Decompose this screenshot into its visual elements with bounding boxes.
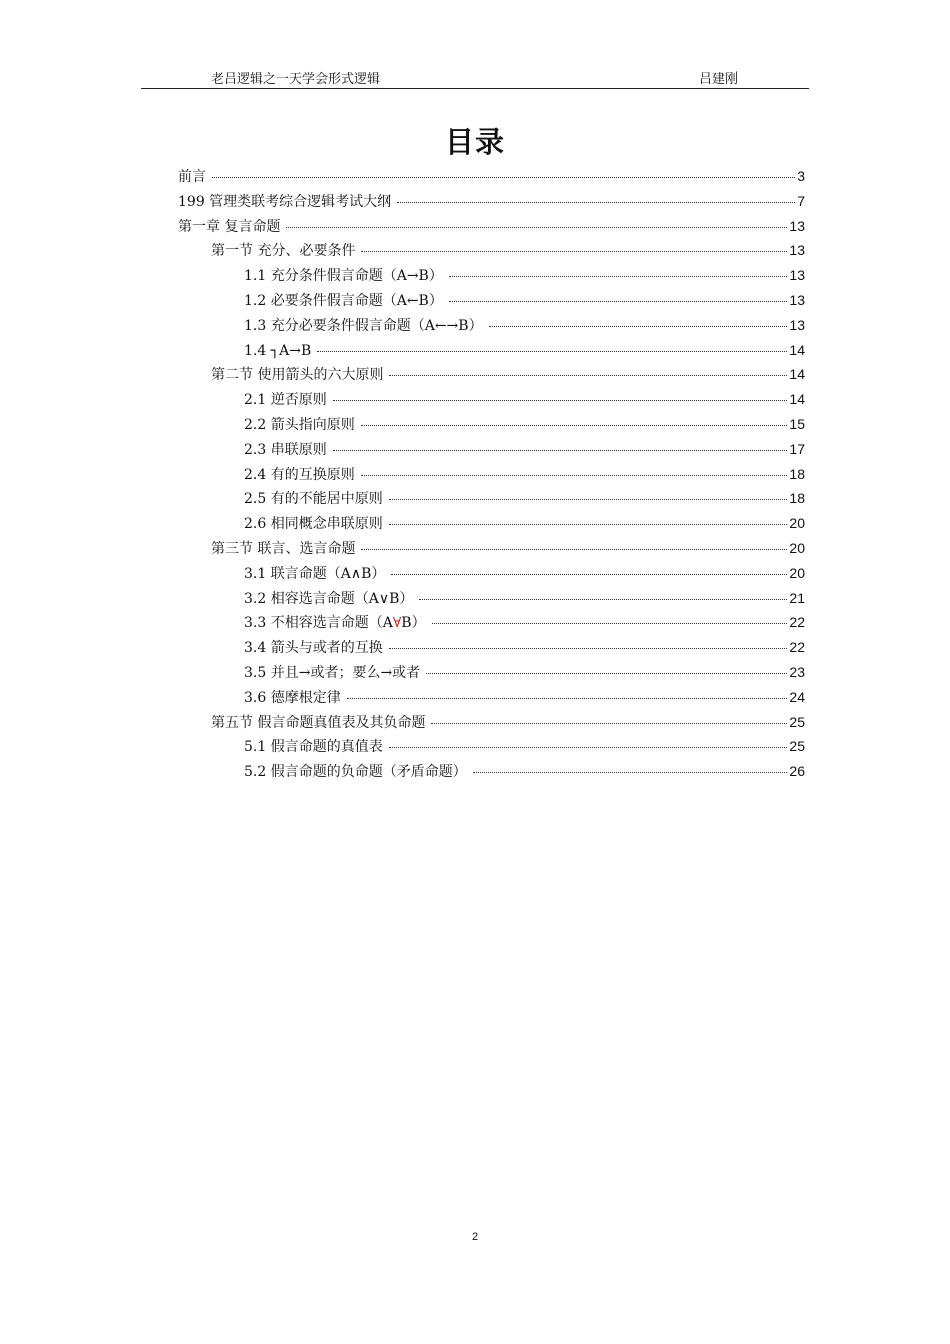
toc-title: 目录: [444, 125, 505, 159]
toc-dot-leader: [361, 251, 787, 252]
toc-entry-page: 26: [789, 763, 805, 780]
toc-entry[interactable]: [178, 313, 805, 338]
toc-dot-leader: [449, 276, 788, 277]
toc-entry[interactable]: [178, 164, 805, 189]
toc-dot-leader: [286, 227, 787, 228]
toc-entry[interactable]: [178, 189, 805, 214]
toc-entry[interactable]: [178, 412, 805, 437]
toc-entry-page: 25: [789, 738, 805, 755]
toc-entry-label: 前言: [178, 169, 206, 185]
header-book-title: 老吕逻辑之一天学会形式逻辑: [211, 72, 381, 87]
page-header: [141, 67, 809, 89]
toc-dot-leader: [449, 301, 788, 302]
toc-entry[interactable]: [178, 734, 805, 759]
toc-dot-leader: [361, 475, 788, 476]
toc-entry-label: 5.2 假言命题的负命题（矛盾命题）: [244, 764, 467, 781]
toc-entry-page: 21: [789, 589, 805, 606]
toc-dot-leader: [391, 574, 787, 575]
toc-entry-page: 20: [789, 564, 805, 581]
toc-entry[interactable]: [178, 362, 805, 387]
toc-entry[interactable]: [178, 486, 805, 511]
toc-entry[interactable]: [178, 462, 805, 487]
toc-entry-page: 13: [789, 217, 805, 234]
toc-entry-label: 3.4 箭头与或者的互换: [244, 640, 383, 657]
page-number: 2: [471, 1231, 479, 1243]
toc-entry-label: 199 管理类联考综合逻辑考试大纲: [178, 193, 392, 210]
toc-entry[interactable]: [178, 710, 805, 735]
toc-entry[interactable]: [178, 610, 805, 635]
toc-entry-page: 25: [789, 713, 805, 730]
toc-entry-label: 1.3 充分必要条件假言命题（A←→B）: [244, 317, 483, 334]
toc-entry[interactable]: [178, 288, 805, 313]
toc-entry-label: 第二节 使用箭头的六大原则: [211, 367, 384, 384]
table-of-contents: [178, 164, 805, 784]
toc-entry[interactable]: [178, 263, 805, 288]
toc-dot-leader: [389, 747, 788, 748]
toc-entry-label: 第三节 联言、选言命题: [211, 540, 356, 557]
toc-entry-label: 2.1 逆否原则: [244, 392, 327, 409]
toc-entry[interactable]: [178, 437, 805, 462]
toc-entry[interactable]: [178, 759, 805, 784]
toc-entry-page: 13: [789, 291, 805, 308]
toc-dot-leader: [333, 450, 788, 451]
toc-dot-leader: [431, 723, 787, 724]
toc-entry[interactable]: [178, 586, 805, 611]
toc-entry-page: 14: [789, 391, 805, 408]
header-author: 吕建刚: [699, 72, 739, 87]
toc-entry-page: 13: [789, 242, 805, 259]
toc-dot-leader: [426, 673, 787, 674]
toc-entry-label: 2.6 相同概念串联原则: [244, 516, 383, 533]
toc-entry-page: 23: [789, 663, 805, 680]
toc-dot-leader: [397, 202, 795, 203]
toc-entry-label: 1.1 充分条件假言命题（A→B）: [244, 268, 443, 285]
toc-entry-label: 2.4 有的互换原则: [244, 466, 355, 483]
toc-entry-page: 18: [789, 490, 805, 507]
xor-symbol: ∀: [392, 615, 402, 632]
toc-dot-leader: [361, 549, 787, 550]
toc-entry-label: 3.2 相容选言命题（A∨B）: [244, 590, 414, 607]
toc-entry[interactable]: [178, 660, 805, 685]
toc-dot-leader: [419, 599, 787, 600]
toc-entry-label: 3.5 并且→或者；要么→或者: [244, 664, 421, 681]
toc-entry-page: 22: [789, 639, 805, 656]
toc-entry-label: 2.2 箭头指向原则: [244, 416, 355, 433]
toc-entry-label: 3.1 联言命题（A∧B）: [244, 565, 386, 582]
toc-entry-page: 15: [789, 415, 805, 432]
toc-dot-leader: [212, 177, 795, 178]
toc-dot-leader: [333, 400, 788, 401]
toc-entry-label: 第一章 复言命题: [178, 218, 281, 235]
toc-entry[interactable]: [178, 536, 805, 561]
toc-dot-leader: [347, 698, 788, 699]
toc-entry-label: 第五节 假言命题真值表及其负命题: [211, 714, 426, 731]
toc-dot-leader: [389, 375, 787, 376]
toc-entry-page: 14: [789, 341, 805, 358]
toc-entry-label: 3.6 德摩根定律: [244, 689, 341, 706]
toc-entry-page: 24: [789, 688, 805, 705]
toc-entry[interactable]: [178, 387, 805, 412]
toc-entry-page: 20: [789, 515, 805, 532]
toc-entry-label: 2.5 有的不能居中原则: [244, 491, 383, 508]
toc-entry-page: 13: [789, 267, 805, 284]
toc-entry-label: 2.3 串联原则: [244, 441, 327, 458]
toc-entry-label: 5.1 假言命题的真值表: [244, 739, 383, 756]
toc-entry[interactable]: [178, 238, 805, 263]
toc-entry[interactable]: [178, 561, 805, 586]
toc-dot-leader: [489, 326, 788, 327]
toc-dot-leader: [361, 425, 788, 426]
toc-entry[interactable]: [178, 214, 805, 239]
toc-entry-page: 17: [789, 440, 805, 457]
toc-entry-page: 22: [789, 614, 805, 631]
toc-entry[interactable]: [178, 511, 805, 536]
toc-entry-page: 18: [789, 465, 805, 482]
toc-entry[interactable]: [178, 685, 805, 710]
toc-entry-page: 13: [789, 316, 805, 333]
toc-entry[interactable]: [178, 635, 805, 660]
toc-entry-label: 3.3 不相容选言命题（A∀B）: [244, 615, 426, 632]
toc-entry-page: 20: [789, 539, 805, 556]
toc-dot-leader: [389, 648, 788, 649]
toc-entry-label: 1.2 必要条件假言命题（A←B）: [244, 292, 443, 309]
toc-dot-leader: [473, 772, 788, 773]
toc-entry-label: 第一节 充分、必要条件: [211, 243, 356, 260]
toc-dot-leader: [389, 499, 788, 500]
toc-entry-page: 7: [797, 192, 805, 209]
toc-dot-leader: [317, 351, 787, 352]
toc-entry-page: 14: [789, 366, 805, 383]
toc-dot-leader: [432, 623, 788, 624]
toc-dot-leader: [389, 524, 788, 525]
toc-entry-label: 1.4 ┐A→B: [244, 342, 312, 359]
toc-entry[interactable]: [178, 338, 805, 363]
toc-entry-page: 3: [797, 168, 805, 184]
